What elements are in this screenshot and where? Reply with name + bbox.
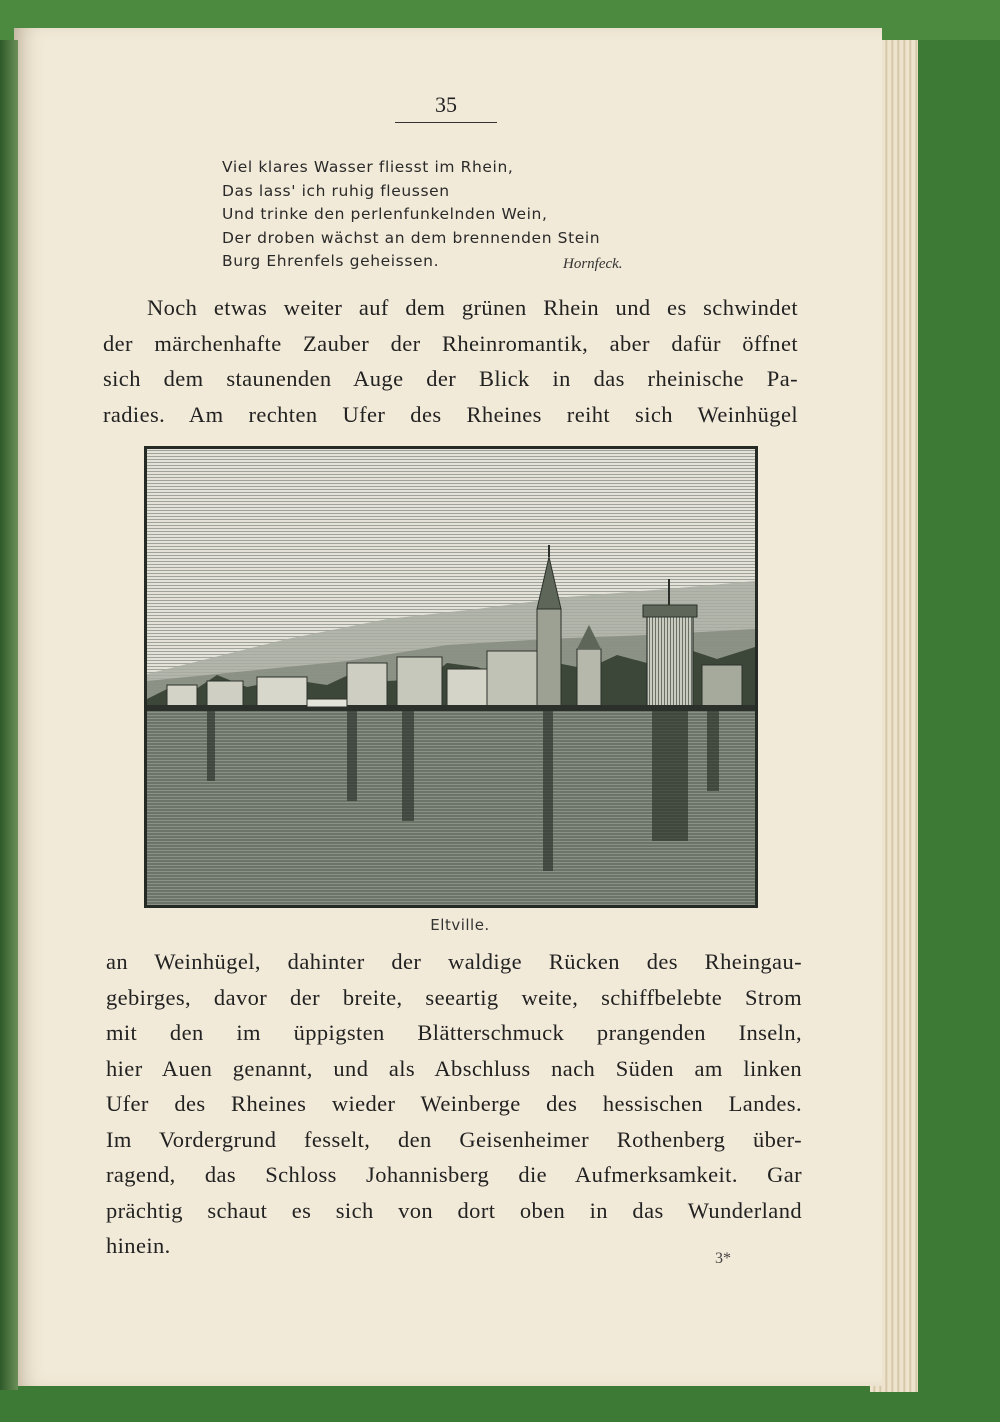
text-line: hinein. <box>106 1233 171 1258</box>
poem-line: Burg Ehrenfels geheissen. <box>222 252 440 270</box>
page-number: 35 <box>395 92 497 123</box>
text-line: radies. Am rechten Ufer des Rheines reiht sich Weinhügel <box>103 401 798 427</box>
text-line: an Weinhügel, dahinter der waldige Rücken des Rheingau- <box>106 949 802 974</box>
riverbank <box>147 705 755 711</box>
text-line: Noch etwas weiter auf dem grünen Rhein und es schwindet <box>147 295 798 320</box>
text-line: Ufer des Rheines wieder Weinberge des hessischen Landes. <box>106 1091 802 1116</box>
text-line: hier Auen genannt, und als Abschluss nach Süden am linken <box>106 1055 802 1081</box>
poem-line: Das lass' ich ruhig fleussen <box>222 181 450 200</box>
illustration-caption: Eltville. <box>430 916 490 934</box>
paragraph-1 <box>103 290 798 432</box>
poem-line: Viel klares Wasser fliesst im Rhein, <box>222 158 514 176</box>
engraving-artwork <box>147 449 755 905</box>
text-line: ragend, das Schloss Johannisberg die Aufmerksamkeit. Gar <box>106 1162 802 1187</box>
text-line: prächtig schaut es sich von dort oben in das Wunderland <box>106 1197 802 1223</box>
text-line: der märchenhafte Zauber der Rheinromantik, aber dafür öffnet <box>103 330 798 356</box>
text-line: Im Vordergrund fesselt, den Geisenheimer Rothenberg über- <box>106 1126 802 1152</box>
poem-author: Hornfeck. <box>563 256 623 272</box>
poem <box>222 156 600 274</box>
text-line: gebirges, davor der breite, seeartig weite, schiffbelebte Strom <box>106 984 802 1010</box>
text-line: mit den im üppigsten Blätterschmuck prangenden Inseln, <box>106 1020 802 1045</box>
poem-line: Der droben wächst an dem brennenden Stein <box>222 228 601 247</box>
eltville-engraving <box>144 446 758 908</box>
steamboat <box>307 699 347 707</box>
paragraph-2 <box>106 944 802 1264</box>
book-gutter <box>0 40 18 1390</box>
poem-line: Und trinke den perlenfunkelnden Wein, <box>222 205 548 223</box>
text-line: sich dem staunenden Auge der Blick in das rheinische Pa- <box>103 366 798 391</box>
signature-mark: 3* <box>715 1250 731 1267</box>
